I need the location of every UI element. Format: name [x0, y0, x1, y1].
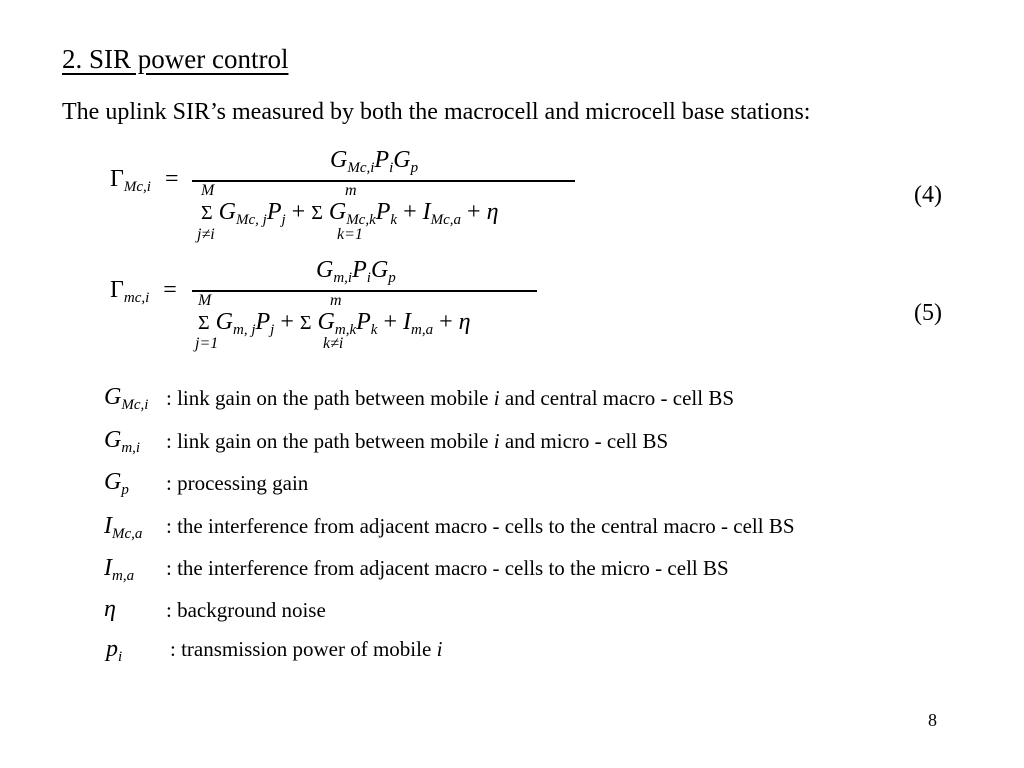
definition-text: : link gain on the path between mobile i and micro - cell BS	[166, 429, 669, 453]
definition-item: Im,a	[104, 555, 135, 584]
eq4-sum2-top: m	[345, 182, 357, 199]
definition-text: : the interference from adjacent macro - cells to the central macro - cell BS	[166, 514, 795, 538]
eq4-sum1-top: M	[201, 182, 215, 199]
definition-text: : transmission power of mobile i	[170, 637, 443, 661]
page-number: 8	[928, 710, 937, 730]
eq4-sum1-bottom: j≠i	[197, 226, 215, 243]
definition-text: : the interference from adjacent macro - cells to the micro - cell BS	[166, 556, 729, 580]
eq4-lhs: $\Gamma_{Mc,i}$ =	[110, 166, 179, 195]
definition-text: : link gain on the path between mobile i and central macro - cell BS	[166, 386, 735, 410]
eq5-number: (5)	[914, 300, 942, 326]
eq5-lhs: $\Gamma_{mc,i}$ =	[110, 277, 177, 306]
definition-item: GMc,i	[104, 384, 149, 413]
definition-item: η	[104, 596, 116, 622]
slide-title: 2. SIR power control	[62, 44, 289, 74]
eq5-sum1-bottom: j=1	[195, 335, 219, 352]
definition-item: Gp	[104, 469, 129, 498]
eq5-sum1-top: M	[198, 292, 212, 309]
eq4-numerator: $G_{Mc,i}P_iG_p$	[330, 147, 419, 176]
eq5-fraction-bar	[192, 290, 537, 292]
eq4-number: (4)	[914, 182, 942, 208]
eq5-denominator: Σ $G_{m, j}P_j + \Sigma$ $G_{m,k}P_k + I_{m,a} + \eta$	[198, 309, 471, 338]
definition-text: : processing gain	[166, 471, 309, 495]
definition-item: IMc,a	[104, 513, 143, 542]
eq5-sum2-bottom: k≠i	[323, 335, 344, 352]
definition-text: : background noise	[166, 598, 326, 622]
eq4-sum2-bottom: k=1	[337, 226, 363, 243]
definition-item: Gm,i	[104, 427, 141, 456]
intro-text: The uplink SIR’s measured by both the macrocell and microcell base stations:	[62, 99, 811, 125]
eq4-fraction-bar	[192, 180, 575, 182]
eq5-numerator: $G_{m,i}P_iG_p$	[316, 257, 396, 286]
eq5-sum2-top: m	[330, 292, 342, 309]
definition-item: pi	[106, 636, 123, 665]
eq4-denominator: Σ $G_{Mc, j}P_j + \Sigma$ $G_{Mc,k}P_k + I_{Mc,a} + \eta$	[201, 199, 499, 228]
